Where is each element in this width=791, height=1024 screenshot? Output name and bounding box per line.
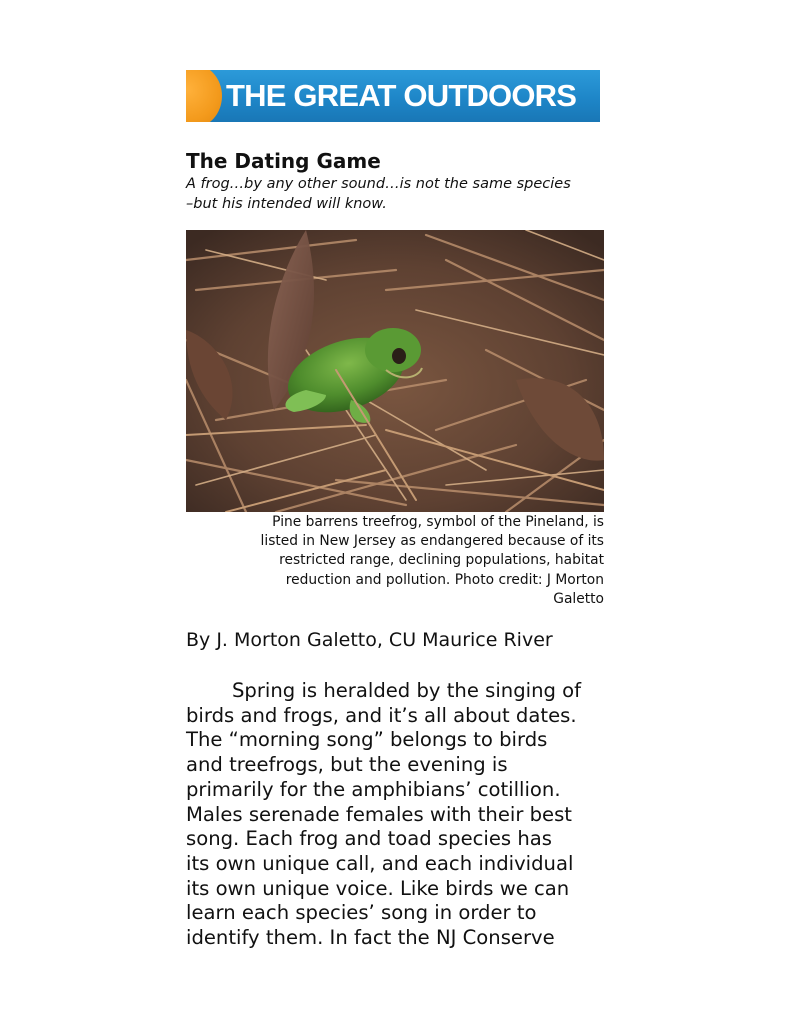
treefrog-photo <box>186 230 604 512</box>
section-banner <box>186 70 600 122</box>
article-byline: By J. Morton Galetto, CU Maurice River <box>186 629 553 651</box>
banner-orb-decoration <box>186 70 222 122</box>
body-line: The “morning song” belongs to birds <box>186 728 548 752</box>
body-line: birds and frogs, and it’s all about dates. <box>186 703 577 727</box>
body-line: and treefrogs, but the evening is <box>186 753 508 777</box>
body-line: song. Each frog and toad species has <box>186 827 552 851</box>
subtitle-line: A frog…by any other sound…is not the same species <box>186 176 571 192</box>
body-line: Spring is heralded by the singing of <box>232 679 582 702</box>
article-body <box>186 679 610 951</box>
caption-line: Galetto <box>553 590 604 607</box>
body-line: primarily for the amphibians’ cotillion. <box>186 777 561 801</box>
caption-line: Pine barrens treefrog, symbol of the Pineland, is <box>272 514 604 530</box>
photo-caption <box>206 513 604 609</box>
banner-title: THE GREAT OUTDOORS <box>226 78 577 113</box>
caption-line: listed in New Jersey as endangered because of its <box>260 533 604 550</box>
body-line: Males serenade females with their best <box>186 802 572 826</box>
body-line: its own unique call, and each individual <box>186 851 574 875</box>
caption-line: reduction and pollution. Photo credit: J Morton <box>285 571 604 588</box>
body-line: identify them. In fact the NJ Conserve <box>186 926 555 950</box>
caption-line: restricted range, declining populations, habitat <box>279 552 604 569</box>
body-line: learn each species’ song in order to <box>186 901 537 925</box>
article-subtitle <box>186 174 606 214</box>
body-line: its own unique voice. Like birds we can <box>186 876 570 900</box>
article-headline: The Dating Game <box>186 149 381 173</box>
subtitle-line: –but his intended will know. <box>186 196 387 212</box>
